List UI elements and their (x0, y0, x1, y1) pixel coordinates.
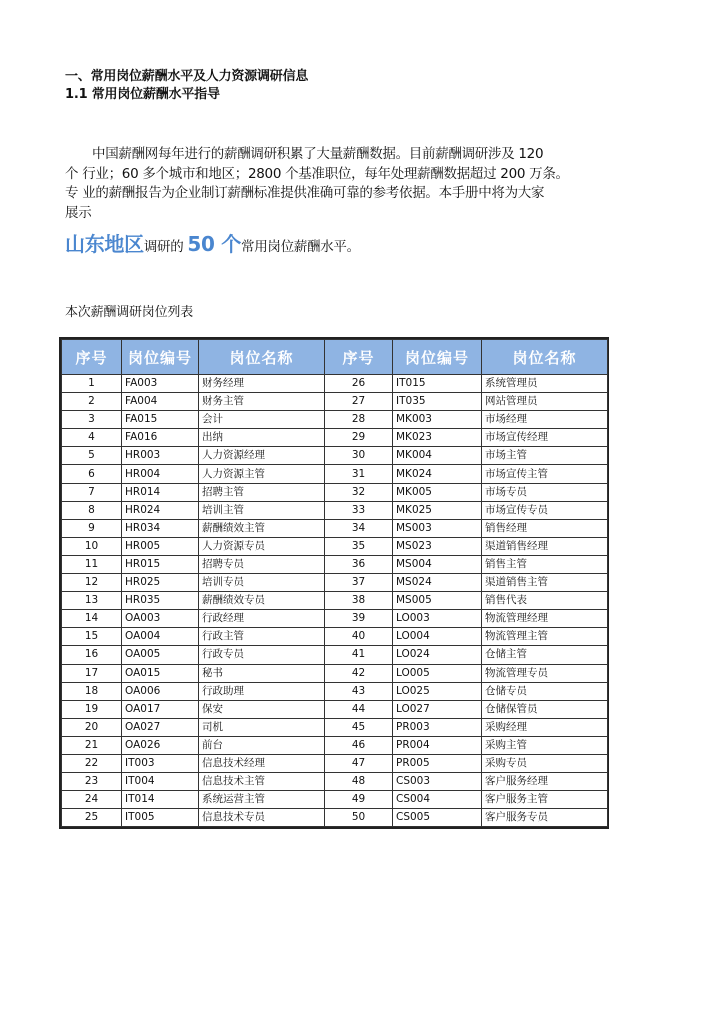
table-row (62, 736, 608, 754)
code-cell: FA004 (122, 393, 199, 411)
code-cell: FA003 (122, 375, 199, 393)
table-row (62, 501, 608, 519)
intro-line-3: 专 业的薪酬报告为企业制订薪酬标准提供准确可靠的参考依据。本手册中将为大家 (65, 185, 545, 201)
table-row (62, 393, 608, 411)
region-highlight: 山东地区 (65, 232, 144, 256)
name-cell: 仓储保管员 (482, 700, 608, 718)
code-cell: IT003 (122, 754, 199, 772)
table-row (62, 592, 608, 610)
seq-cell: 29 (325, 429, 393, 447)
name-cell: 人力资源主管 (199, 465, 325, 483)
name-cell: 信息技术经理 (199, 754, 325, 772)
code-cell: HR015 (122, 555, 199, 573)
highlight-text-a: 调研的 (143, 239, 188, 255)
name-cell: 采购经理 (482, 718, 608, 736)
seq-cell: 18 (62, 682, 122, 700)
code-cell: IT015 (393, 375, 482, 393)
table-row (62, 574, 608, 592)
subsection-heading: 1.1 常用岗位薪酬水平指导 (65, 87, 220, 102)
table-row (62, 700, 608, 718)
name-cell: 系统管理员 (482, 375, 608, 393)
code-cell: MS005 (393, 592, 482, 610)
table-row (62, 537, 608, 555)
name-cell: 人力资源经理 (199, 447, 325, 465)
code-cell: IT014 (122, 791, 199, 809)
table-row (62, 519, 608, 537)
table-row (62, 447, 608, 465)
name-cell: 行政经理 (199, 610, 325, 628)
name-cell: 信息技术专员 (199, 809, 325, 827)
name-cell: 客户服务专员 (482, 809, 608, 827)
name-cell: 市场宣传专员 (482, 501, 608, 519)
code-cell: CS003 (393, 773, 482, 791)
name-cell: 网站管理员 (482, 393, 608, 411)
code-cell: OA017 (122, 700, 199, 718)
seq-cell: 12 (62, 574, 122, 592)
code-cell: MS003 (393, 519, 482, 537)
name-cell: 客户服务主管 (482, 791, 608, 809)
seq-cell: 46 (325, 736, 393, 754)
seq-cell: 25 (62, 809, 122, 827)
table-row (62, 483, 608, 501)
code-cell: OA027 (122, 718, 199, 736)
list-title: 本次薪酬调研岗位列表 (65, 305, 194, 320)
seq-cell: 26 (325, 375, 393, 393)
code-cell: IT004 (122, 773, 199, 791)
code-cell: MK003 (393, 411, 482, 429)
name-cell: 培训主管 (199, 501, 325, 519)
code-cell: OA005 (122, 646, 199, 664)
table-row (62, 664, 608, 682)
seq-cell: 44 (325, 700, 393, 718)
code-cell: OA003 (122, 610, 199, 628)
code-cell: LO004 (393, 628, 482, 646)
seq-cell: 19 (62, 700, 122, 718)
name-cell: 销售代表 (482, 592, 608, 610)
code-cell: LO027 (393, 700, 482, 718)
name-cell: 信息技术主管 (199, 773, 325, 791)
code-cell: LO005 (393, 664, 482, 682)
code-cell: MK025 (393, 501, 482, 519)
seq-cell: 40 (325, 628, 393, 646)
code-cell: PR003 (393, 718, 482, 736)
seq-cell: 28 (325, 411, 393, 429)
name-cell: 会计 (199, 411, 325, 429)
name-cell: 渠道销售经理 (482, 537, 608, 555)
seq-cell: 14 (62, 610, 122, 628)
seq-cell: 43 (325, 682, 393, 700)
name-cell: 市场专员 (482, 483, 608, 501)
seq-cell: 11 (62, 555, 122, 573)
seq-cell: 7 (62, 483, 122, 501)
code-cell: FA016 (122, 429, 199, 447)
table-row (62, 610, 608, 628)
highlight-text-b: 常用岗位薪酬水平。 (241, 239, 360, 255)
name-cell: 仓储专员 (482, 682, 608, 700)
seq-cell: 13 (62, 592, 122, 610)
seq-cell: 2 (62, 393, 122, 411)
code-cell: MK024 (393, 465, 482, 483)
code-cell: OA026 (122, 736, 199, 754)
name-cell: 物流管理专员 (482, 664, 608, 682)
seq-cell: 35 (325, 537, 393, 555)
name-cell: 财务经理 (199, 375, 325, 393)
intro-paragraph (65, 145, 610, 223)
table-row (62, 429, 608, 447)
name-cell: 销售经理 (482, 519, 608, 537)
table-row (62, 754, 608, 772)
code-cell: CS005 (393, 809, 482, 827)
seq-cell: 16 (62, 646, 122, 664)
header-name-right: 岗位名称 (482, 340, 608, 375)
seq-cell: 34 (325, 519, 393, 537)
header-code-right: 岗位编号 (393, 340, 482, 375)
table-row (62, 646, 608, 664)
code-cell: HR004 (122, 465, 199, 483)
name-cell: 销售主管 (482, 555, 608, 573)
name-cell: 培训专员 (199, 574, 325, 592)
code-cell: OA004 (122, 628, 199, 646)
code-cell: PR005 (393, 754, 482, 772)
table-row (62, 375, 608, 393)
code-cell: PR004 (393, 736, 482, 754)
intro-line-4: 展示 (65, 204, 92, 221)
name-cell: 财务主管 (199, 393, 325, 411)
name-cell: 前台 (199, 736, 325, 754)
seq-cell: 3 (62, 411, 122, 429)
seq-cell: 23 (62, 773, 122, 791)
code-cell: HR024 (122, 501, 199, 519)
seq-cell: 21 (62, 736, 122, 754)
header-code-left: 岗位编号 (122, 340, 199, 375)
name-cell: 市场主管 (482, 447, 608, 465)
name-cell: 司机 (199, 718, 325, 736)
code-cell: IT005 (122, 809, 199, 827)
name-cell: 市场宣传主管 (482, 465, 608, 483)
code-cell: HR003 (122, 447, 199, 465)
code-cell: MS023 (393, 537, 482, 555)
seq-cell: 38 (325, 592, 393, 610)
seq-cell: 6 (62, 465, 122, 483)
seq-cell: 30 (325, 447, 393, 465)
seq-cell: 31 (325, 465, 393, 483)
name-cell: 系统运营主管 (199, 791, 325, 809)
code-cell: MK004 (393, 447, 482, 465)
seq-cell: 47 (325, 754, 393, 772)
code-cell: CS004 (393, 791, 482, 809)
seq-cell: 4 (62, 429, 122, 447)
intro-line-2: 个 行业；60 多个城市和地区；2800 个基准职位，每年处理薪酬数据超过 200 万条。 (65, 165, 569, 182)
seq-cell: 10 (62, 537, 122, 555)
seq-cell: 50 (325, 809, 393, 827)
code-cell: MS004 (393, 555, 482, 573)
seq-cell: 15 (62, 628, 122, 646)
name-cell: 薪酬绩效主管 (199, 519, 325, 537)
table-row (62, 682, 608, 700)
section-heading: 一、常用岗位薪酬水平及人力资源调研信息 (65, 69, 309, 84)
code-cell: OA015 (122, 664, 199, 682)
name-cell: 客户服务经理 (482, 773, 608, 791)
table-row (62, 555, 608, 573)
name-cell: 行政主管 (199, 628, 325, 646)
table-row (62, 411, 608, 429)
name-cell: 物流管理主管 (482, 628, 608, 646)
seq-cell: 5 (62, 447, 122, 465)
code-cell: MK005 (393, 483, 482, 501)
intro-line-1: 中国薪酬网每年进行的薪酬调研积累了大量薪酬数据。目前薪酬调研涉及 120 (92, 146, 544, 162)
seq-cell: 20 (62, 718, 122, 736)
table-row (62, 809, 608, 827)
seq-cell: 33 (325, 501, 393, 519)
code-cell: MS024 (393, 574, 482, 592)
seq-cell: 42 (325, 664, 393, 682)
name-cell: 招聘专员 (199, 555, 325, 573)
seq-cell: 1 (62, 375, 122, 393)
name-cell: 渠道销售主管 (482, 574, 608, 592)
count-highlight: 50 个 (187, 232, 242, 256)
name-cell: 行政专员 (199, 646, 325, 664)
seq-cell: 45 (325, 718, 393, 736)
name-cell: 市场经理 (482, 411, 608, 429)
table-body (62, 375, 608, 827)
name-cell: 采购专员 (482, 754, 608, 772)
seq-cell: 37 (325, 574, 393, 592)
seq-cell: 36 (325, 555, 393, 573)
name-cell: 人力资源专员 (199, 537, 325, 555)
seq-cell: 8 (62, 501, 122, 519)
seq-cell: 48 (325, 773, 393, 791)
name-cell: 仓储主管 (482, 646, 608, 664)
seq-cell: 22 (62, 754, 122, 772)
position-table-frame (59, 337, 609, 829)
seq-cell: 41 (325, 646, 393, 664)
header-name-left: 岗位名称 (199, 340, 325, 375)
table-row (62, 628, 608, 646)
name-cell: 秘书 (199, 664, 325, 682)
table-row (62, 718, 608, 736)
name-cell: 采购主管 (482, 736, 608, 754)
code-cell: IT035 (393, 393, 482, 411)
table-row (62, 773, 608, 791)
header-seq-left: 序号 (62, 340, 122, 375)
name-cell: 保安 (199, 700, 325, 718)
highlight-line (65, 228, 360, 257)
seq-cell: 9 (62, 519, 122, 537)
code-cell: HR014 (122, 483, 199, 501)
position-table (61, 339, 608, 827)
name-cell: 行政助理 (199, 682, 325, 700)
table-header-row (62, 340, 608, 375)
code-cell: LO025 (393, 682, 482, 700)
code-cell: HR025 (122, 574, 199, 592)
name-cell: 物流管理经理 (482, 610, 608, 628)
code-cell: FA015 (122, 411, 199, 429)
code-cell: HR035 (122, 592, 199, 610)
table-row (62, 791, 608, 809)
code-cell: MK023 (393, 429, 482, 447)
header-seq-right: 序号 (325, 340, 393, 375)
code-cell: HR005 (122, 537, 199, 555)
name-cell: 市场宣传经理 (482, 429, 608, 447)
seq-cell: 32 (325, 483, 393, 501)
table-row (62, 465, 608, 483)
code-cell: LO024 (393, 646, 482, 664)
seq-cell: 17 (62, 664, 122, 682)
seq-cell: 27 (325, 393, 393, 411)
name-cell: 招聘主管 (199, 483, 325, 501)
name-cell: 薪酬绩效专员 (199, 592, 325, 610)
seq-cell: 39 (325, 610, 393, 628)
code-cell: OA006 (122, 682, 199, 700)
seq-cell: 24 (62, 791, 122, 809)
seq-cell: 49 (325, 791, 393, 809)
code-cell: LO003 (393, 610, 482, 628)
code-cell: HR034 (122, 519, 199, 537)
name-cell: 出纳 (199, 429, 325, 447)
